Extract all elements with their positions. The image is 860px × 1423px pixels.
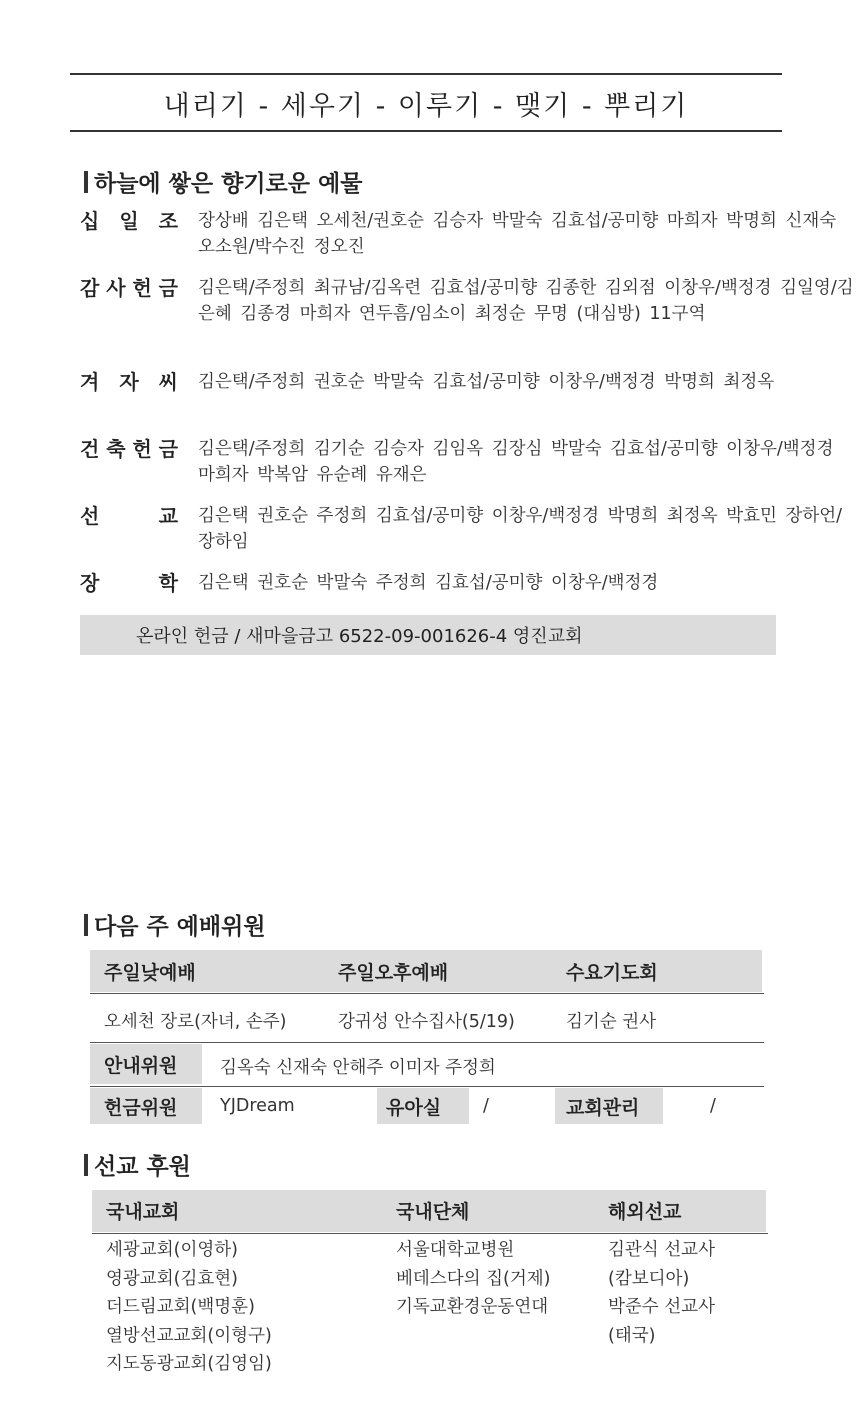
offering-donor-names: 김은택 권호순 주정희 김효섭/공미향 이창우/백정경 박명희 최정옥 박효민 장하언/장하임 bbox=[198, 506, 843, 552]
offering-category-char: 감 bbox=[80, 276, 100, 300]
list-item: (캄보디아) bbox=[608, 1268, 690, 1289]
offering-category-char: 교 bbox=[158, 504, 178, 528]
offering-committee-label: 헌금위원 bbox=[104, 1097, 178, 1119]
usher-names: 김옥숙 신재숙 안해주 이미자 주정희 bbox=[220, 1058, 496, 1078]
list-item: 김관식 선교사 bbox=[608, 1240, 715, 1260]
missions-section-title: 선교 후원 bbox=[84, 1148, 191, 1181]
church-mgmt-value: / bbox=[710, 1096, 716, 1116]
list-item: 영광교회(김효현) bbox=[106, 1268, 238, 1289]
list-item: 서울대학교병원 bbox=[396, 1240, 515, 1260]
worship-header-sunday-morning: 주일낮예배 bbox=[104, 962, 196, 984]
missions-header-domestic-orgs: 국내단체 bbox=[396, 1201, 470, 1223]
section-bar-icon bbox=[84, 1154, 88, 1176]
next-week-section-title: 다음 주 예배위원 bbox=[84, 908, 266, 941]
offering-donor-names: 김은택 권호순 박말숙 주정희 김효섭/공미향 이창우/백정경 bbox=[198, 573, 659, 593]
offering-category-char: 겨 bbox=[80, 370, 100, 394]
worship-header-sunday-afternoon: 주일오후예배 bbox=[338, 962, 449, 984]
online-offering-text: 온라인 헌금 / 새마을금고 6522-09-001626-4 영진교회 bbox=[136, 626, 583, 647]
church-motto: 내리기 - 세우기 - 이루기 - 맺기 - 뿌리기 bbox=[163, 91, 689, 122]
worship-header-wednesday: 수요기도회 bbox=[566, 962, 658, 984]
section-bar-icon bbox=[84, 171, 88, 193]
missions-header-line bbox=[92, 1233, 768, 1234]
worship-value-wednesday: 김기순 권사 bbox=[566, 1012, 657, 1032]
offering-category-label bbox=[80, 366, 178, 395]
domestic-churches-list bbox=[106, 1236, 272, 1379]
offering-category-char: 일 bbox=[119, 209, 139, 233]
offering-category-char: 헌 bbox=[132, 437, 152, 461]
list-item: 세광교회(이영하) bbox=[106, 1240, 238, 1260]
offering-category-char: 씨 bbox=[158, 370, 178, 394]
missions-header-overseas: 해외선교 bbox=[608, 1201, 682, 1223]
offering-category-char: 사 bbox=[106, 276, 126, 300]
offerings-section-title: 하늘에 쌓은 향기로운 예물 bbox=[84, 165, 362, 198]
offering-category-label bbox=[80, 500, 178, 529]
offering-category-char: 장 bbox=[80, 571, 100, 595]
worship-values-line bbox=[90, 1042, 764, 1043]
list-item: 열방선교교회(이형구) bbox=[106, 1325, 272, 1346]
offering-category-char: 금 bbox=[158, 437, 178, 461]
worship-value-sunday-afternoon: 강귀성 안수집사(5/19) bbox=[338, 1012, 515, 1032]
offering-category-char: 헌 bbox=[132, 276, 152, 300]
offering-category-char: 자 bbox=[119, 370, 139, 394]
list-item: 더드림교회(백명훈) bbox=[106, 1297, 255, 1317]
offering-committee-value: YJDream bbox=[220, 1096, 295, 1116]
motto-bottom-rule bbox=[70, 130, 782, 132]
offering-category-char: 축 bbox=[106, 437, 126, 461]
offering-category-char: 금 bbox=[158, 276, 178, 300]
offering-donor-names: 장상배 김은택 오세천/권호순 김승자 박말숙 김효섭/공미향 마희자 박명희 신재숙 오소원/박수진 정오진 bbox=[198, 211, 837, 257]
church-mgmt-label: 교회관리 bbox=[566, 1097, 640, 1119]
offering-donor-names: 김은택/주정희 권호순 박말숙 김효섭/공미향 이창우/백정경 박명희 최정옥 bbox=[198, 372, 775, 392]
offering-category-label bbox=[80, 272, 178, 301]
worship-header-line bbox=[90, 993, 764, 994]
nursery-value: / bbox=[483, 1096, 489, 1116]
online-offering-banner bbox=[80, 615, 776, 655]
missions-header-domestic-churches: 국내교회 bbox=[106, 1201, 180, 1223]
offering-donor-names: 김은택/주정희 김기순 김승자 김임옥 김장심 박말숙 김효섭/공미향 이창우/백정경 마희자 박복암 유순례 유재은 bbox=[198, 439, 834, 485]
offering-category-label bbox=[80, 433, 178, 462]
offering-category-char: 건 bbox=[80, 437, 100, 461]
list-item: 박준수 선교사 bbox=[608, 1297, 715, 1317]
offering-donor-names: 김은택/주정희 최규남/김옥련 김효섭/공미향 김종한 김외점 이창우/백정경 김일영/김은혜 김종경 마희자 연두흠/임소이 최정순 무명 (대심방) 11구역 bbox=[198, 278, 854, 324]
offering-category-char: 조 bbox=[158, 209, 178, 233]
list-item: 기독교환경운동연대 bbox=[396, 1297, 549, 1317]
list-item: (태국) bbox=[608, 1325, 656, 1346]
offering-category-char: 선 bbox=[80, 504, 100, 528]
offering-category-char: 십 bbox=[80, 209, 100, 233]
worship-value-sunday-morning: 오세천 장로(자녀, 손주) bbox=[104, 1012, 287, 1032]
usher-line bbox=[90, 1086, 764, 1087]
offering-category-label bbox=[80, 205, 178, 234]
overseas-missions-list bbox=[608, 1236, 715, 1350]
offering-category-char: 학 bbox=[158, 571, 178, 595]
top-rule bbox=[70, 73, 782, 75]
list-item: 지도동광교회(김영임) bbox=[106, 1354, 272, 1374]
nursery-label: 유아실 bbox=[386, 1097, 442, 1119]
usher-label: 안내위원 bbox=[104, 1055, 178, 1077]
list-item: 베데스다의 집(거제) bbox=[396, 1268, 551, 1289]
section-bar-icon bbox=[84, 914, 88, 936]
domestic-orgs-list bbox=[396, 1236, 550, 1322]
offering-category-label bbox=[80, 567, 178, 596]
